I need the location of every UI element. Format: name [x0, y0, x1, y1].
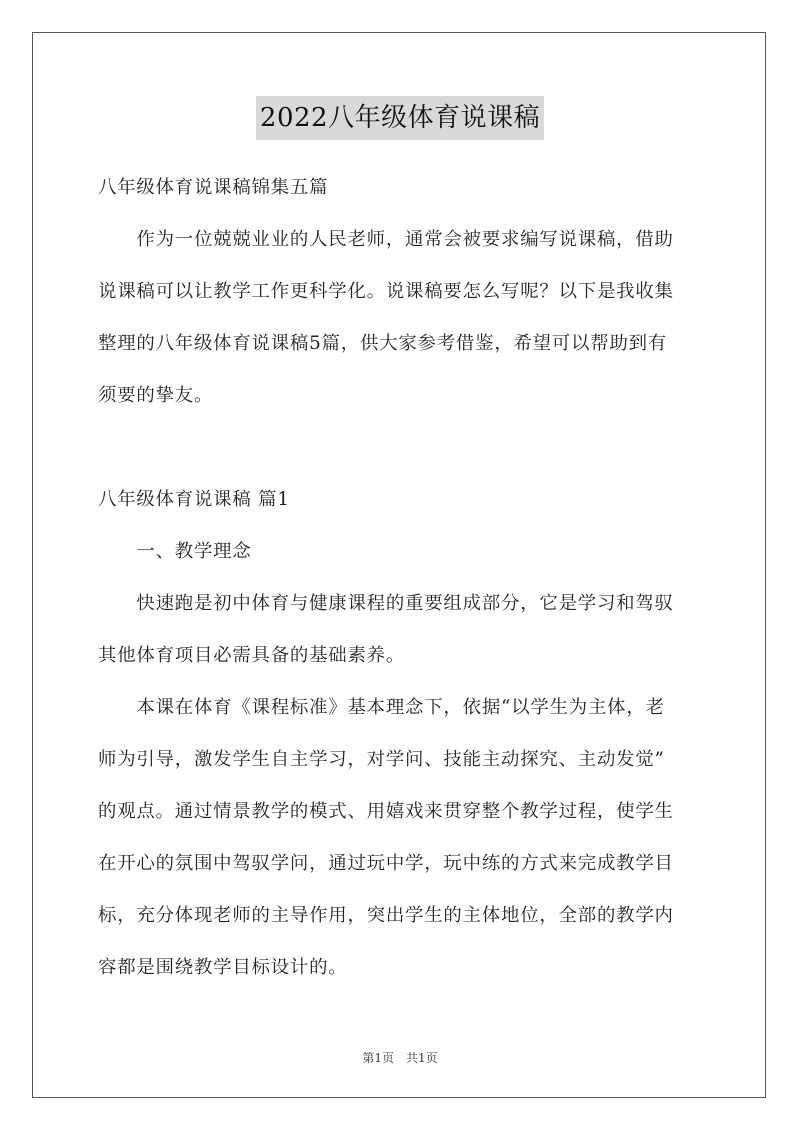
- document-title: 2022八年级体育说课稿: [256, 96, 544, 140]
- text-line: 在开心的氛围中驾驭学问，通过玩中学，玩中练的方式来完成教学目: [98, 853, 674, 874]
- blank-line: [98, 422, 704, 474]
- document-body: [98, 162, 704, 994]
- text-line: 标，充分体现老师的主导作用，突出学生的主体地位，全部的教学内: [98, 905, 674, 926]
- text-line: 整理的八年级体育说课稿5篇，供大家参考借鉴，希望可以帮助到有: [98, 333, 668, 354]
- text-line: 的观点。通过情景教学的模式、用嬉戏来贯穿整个教学过程，使学生: [98, 801, 674, 822]
- text-line: 八年级体育说课稿锦集五篇: [98, 177, 329, 198]
- text-line: 本课在体育《课程标准》基本理念下，依据“以学生为主体，老: [98, 697, 665, 718]
- page-footer: [0, 1050, 800, 1066]
- text-line: 说课稿可以让教学工作更科学化。说课稿要怎么写呢？以下是我收集: [98, 281, 674, 302]
- page-number: 第1页: [362, 1051, 394, 1065]
- subsection-heading: 一、教学理念: [98, 541, 252, 562]
- section-heading: 八年级体育说课稿 篇1: [98, 489, 290, 510]
- text-line: 其他体育项目必需具备的基础素养。: [98, 645, 406, 666]
- text-line: 快速跑是初中体育与健康课程的重要组成部分，它是学习和驾驭: [98, 593, 674, 614]
- page-total: 共1页: [406, 1051, 438, 1065]
- text-line: 作为一位兢兢业业的人民老师，通常会被要求编写说课稿，借助: [98, 229, 674, 250]
- text-line: 须要的挚友。: [98, 385, 214, 406]
- title-container: [0, 96, 800, 140]
- text-line: 师为引导，激发学生自主学习，对学问、技能主动探究、主动发觉”: [98, 749, 665, 770]
- text-line: 容都是围绕教学目标设计的。: [98, 957, 348, 978]
